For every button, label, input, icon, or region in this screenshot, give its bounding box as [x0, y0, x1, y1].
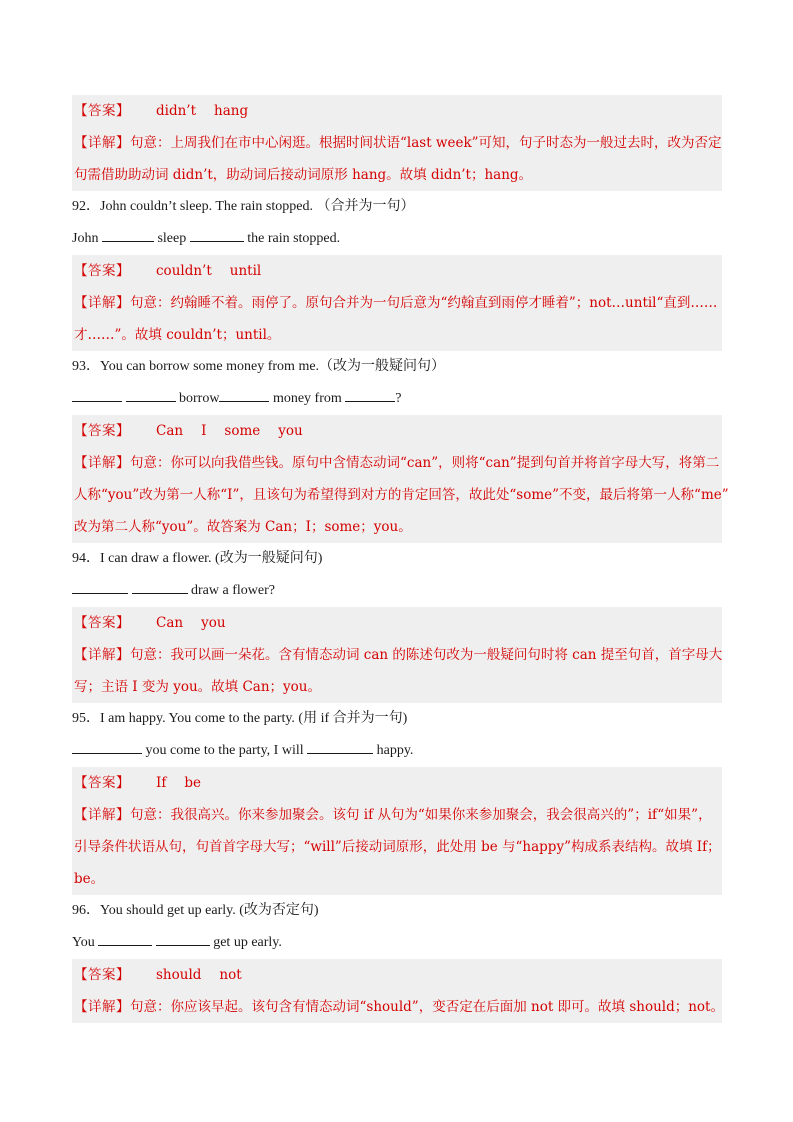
detail-line: 改为第二人称“you”。故答案为 Can；I；some；you。 — [74, 519, 412, 535]
answer-line — [74, 959, 718, 991]
detail-line: 【详解】句意：上周我们在市中心闲逛。根据时间状语“last week”可知，句子时态为一般过去时，改为否定 — [74, 135, 722, 151]
detail-label: 【详解】 — [74, 135, 130, 151]
answer-line — [74, 95, 718, 127]
answer-word: If — [156, 775, 167, 791]
answer-word: Can — [156, 423, 184, 439]
answer-word: Can — [156, 615, 184, 631]
blank-field[interactable] — [72, 389, 122, 402]
answer-word: you — [278, 423, 303, 439]
detail-line: 句需借助助动词 didn’t，助动词后接动词原形 hang。故填 didn’t；hang。 — [74, 167, 533, 183]
detail-label: 【详解】 — [74, 295, 130, 311]
detail-line: 【详解】句意：我可以画一朵花。含有情态动词 can 的陈述句改为一般疑问句时将 can 提至句首，首字母大 — [74, 647, 723, 663]
detail-label: 【详解】 — [74, 807, 130, 823]
blank-field[interactable] — [132, 581, 188, 594]
fill-line-96: You get up early. — [72, 935, 282, 950]
detail-line: 【详解】句意：我很高兴。你来参加聚会。该句 if 从句为“如果你来参加聚会，我会很高兴的”；if“如果”， — [74, 807, 712, 823]
answer-word: I — [201, 423, 207, 439]
blank-field[interactable] — [102, 229, 154, 242]
answer-block-95 — [72, 767, 722, 895]
detail-line: 【详解】句意：约翰睡不着。雨停了。原句合并为一句后意为“约翰直到雨停才睡着”；not…until“直到…… — [74, 295, 718, 311]
fill-line-94: draw a flower? — [72, 575, 722, 607]
detail-label: 【详解】 — [74, 455, 130, 471]
detail-line: 人称“you”改为第一人称“I”，且该句为希望得到对方的肯定回答，故此处“some”不变，最后将第一人称“me” — [74, 487, 729, 503]
answer-label: 【答案】 — [74, 423, 130, 439]
answer-block-91 — [72, 95, 722, 191]
answer-word: should — [156, 967, 202, 983]
detail-label: 【详解】 — [74, 999, 130, 1015]
blank-field[interactable] — [126, 389, 176, 402]
answer-block-93 — [72, 415, 729, 543]
fill-line-93: borrow money from ? — [72, 383, 722, 415]
detail-line: 【详解】句意：你应该早起。该句含有情态动词“should”，变否定在后面加 not 即可。故填 should；not。 — [74, 999, 724, 1015]
detail-label: 【详解】 — [74, 647, 130, 663]
answer-word: hang — [214, 103, 249, 119]
answer-sheet — [72, 95, 729, 1023]
answer-line — [74, 767, 718, 799]
blank-field[interactable] — [345, 389, 395, 402]
answer-label: 【答案】 — [74, 775, 130, 791]
answer-word: didn’t — [156, 103, 197, 119]
question-93: 93．You can borrow some money from me.（改为一般疑问句） — [72, 359, 446, 374]
question-94: 94．I can draw a flower. (改为一般疑问句) — [72, 551, 323, 566]
question-96: 96．You should get up early. (改为否定句) — [72, 903, 319, 918]
answer-label: 【答案】 — [74, 103, 130, 119]
detail-line: 【详解】句意：你可以向我借些钱。原句中含情态动词“can”，则将“can”提到句首并将首字母大写，将第二 — [74, 455, 720, 471]
answer-word: you — [201, 615, 226, 631]
blank-field[interactable] — [219, 389, 269, 402]
answer-block-96 — [72, 959, 722, 1023]
detail-line: be。 — [74, 871, 105, 887]
answer-word: be — [184, 775, 201, 791]
blank-field[interactable] — [307, 741, 373, 754]
question-92: 92．John couldn’t sleep. The rain stopped. （合并为一句） — [72, 199, 415, 214]
blank-field[interactable] — [72, 581, 128, 594]
blank-field[interactable] — [156, 933, 210, 946]
detail-line: 引导条件状语从句，句首首字母大写；“will”后接动词原形，此处用 be 与“happy”构成系表结构。故填 If； — [74, 839, 721, 855]
blank-field[interactable] — [190, 229, 244, 242]
answer-block-92 — [72, 255, 722, 351]
answer-word: some — [224, 423, 261, 439]
fill-line-95: you come to the party, I will happy. — [72, 735, 722, 767]
question-95: 95．I am happy. You come to the party. (用 if 合并为一句) — [72, 711, 408, 726]
answer-line — [74, 607, 718, 639]
answer-word: until — [229, 263, 262, 279]
answer-label: 【答案】 — [74, 263, 130, 279]
fill-line-92: John sleep the rain stopped. — [72, 231, 341, 246]
answer-word: couldn’t — [156, 263, 212, 279]
blank-field[interactable] — [72, 741, 142, 754]
answer-block-94 — [72, 607, 722, 703]
answer-label: 【答案】 — [74, 615, 130, 631]
answer-label: 【答案】 — [74, 967, 130, 983]
answer-line — [74, 255, 718, 287]
detail-line: 才……”。故填 couldn’t；until。 — [74, 327, 281, 343]
answer-line — [74, 415, 718, 447]
blank-field[interactable] — [98, 933, 152, 946]
answer-word: not — [219, 967, 242, 983]
detail-line: 写；主语 I 变为 you。故填 Can；you。 — [74, 679, 321, 695]
